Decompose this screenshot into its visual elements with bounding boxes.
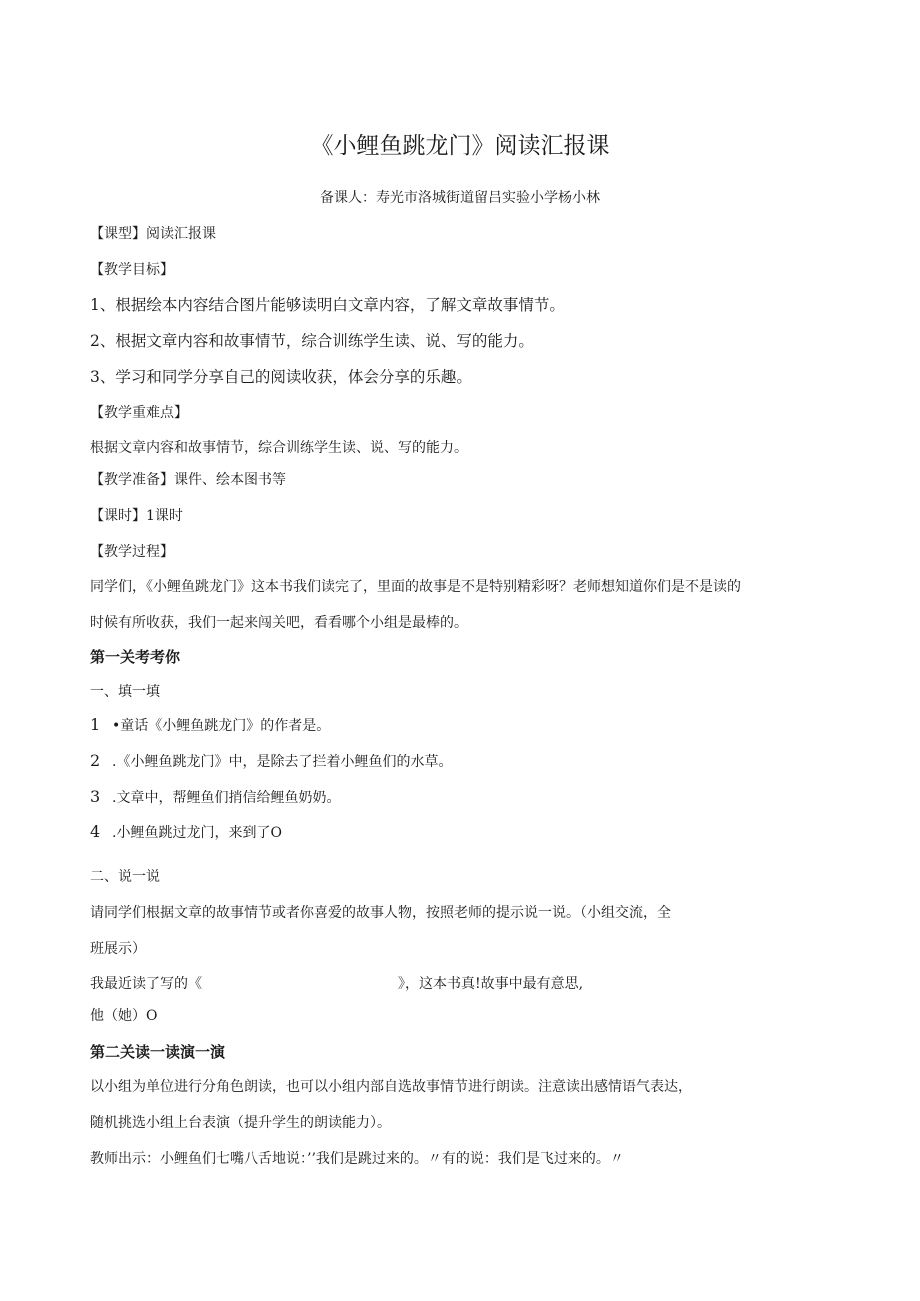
- intro-paragraph-line: 同学们，《小鲤鱼跳龙门》这本书我们读完了，里面的故事是不是特别精彩呀？老师想知道你们是不是读的: [90, 579, 741, 595]
- objectives-heading: 【教学目标】: [90, 262, 174, 278]
- say-heading: 二、说一说: [90, 869, 160, 885]
- intro-paragraph-line: 时候有所收获，我们一起来闯关吧，看看哪个小组是最棒的。: [90, 615, 468, 631]
- fill-item-number: 3: [90, 787, 101, 806]
- say-paragraph-line: 班展示）: [90, 941, 146, 957]
- key-points-text: 根据文章内容和故事情节，综合训练学生读、说、写的能力。: [90, 440, 468, 456]
- fill-item: [90, 788, 340, 807]
- fill-item-number: 2: [90, 751, 101, 770]
- objective-item: 1、根据绘本内容结合图片能够读明白文章内容，了解文章故事情节。: [90, 296, 565, 314]
- fill-item-text: •童话《小鲤鱼跳龙门》的作者是。: [112, 718, 331, 734]
- duration-line: 【课时】1课时: [90, 508, 183, 524]
- fill-item-text: .小鲤鱼跳过龙门，来到了O: [112, 825, 282, 841]
- fill-item-text: .《小鲤鱼跳龙门》中，是除去了拦着小鲤鱼们的水草。: [112, 754, 453, 770]
- say-paragraph-line: 请同学们根据文章的故事情节或者你喜爱的故事人物，按照老师的提示说一说。（小组交流，全: [90, 905, 671, 921]
- fill-item: [90, 823, 282, 842]
- teacher-line: 教师出示：小鲤鱼们七嘴八舌地说：’’我们是跳过来的。〃有的说：我们是飞过来的。〃: [90, 1151, 624, 1167]
- objective-item: 3、学习和同学分享自己的阅读收获，体会分享的乐趣。: [90, 368, 472, 386]
- preparation-line: 【教学准备】课件、绘本图书等: [90, 472, 286, 488]
- level1-heading: 第一关考考你: [90, 648, 181, 666]
- level2-paragraph-line: 以小组为单位进行分角色朗读，也可以小组内部自选故事情节进行朗读。注意读出感情语气表达，: [90, 1079, 692, 1095]
- prompt-part-2: 》，这本书真!故事中最有意思,: [398, 976, 584, 992]
- level2-paragraph-line: 随机挑选小组上台表演（提升学生的朗读能力）。: [90, 1115, 391, 1131]
- fill-item: [90, 752, 452, 771]
- document-title: 《小鲤鱼跳龙门》阅读汇报课: [310, 133, 610, 159]
- fill-item: [90, 716, 330, 735]
- objective-item: 2、根据文章内容和故事情节，综合训练学生读、说、写的能力。: [90, 332, 534, 350]
- key-points-heading: 【教学重难点】: [90, 405, 188, 421]
- author-line: 备课人：寿光市洛城街道留吕实验小学杨小林: [320, 190, 600, 206]
- course-type: 【课型】阅读汇报课: [90, 226, 216, 242]
- speaking-prompt-line-2: 他（她）O: [90, 1008, 158, 1024]
- prompt-part-1: 我最近读了写的《: [90, 976, 202, 992]
- fill-item-number: 1: [90, 715, 101, 734]
- process-heading: 【教学过程】: [90, 544, 174, 560]
- level2-heading: 第二关读一读演一演: [90, 1043, 226, 1061]
- fill-item-number: 4: [90, 822, 101, 841]
- fill-item-text: .文章中，帮鲤鱼们捎信给鲤鱼奶奶。: [112, 790, 341, 806]
- speaking-prompt: [90, 975, 583, 993]
- fill-heading: 一、填一填: [90, 684, 160, 700]
